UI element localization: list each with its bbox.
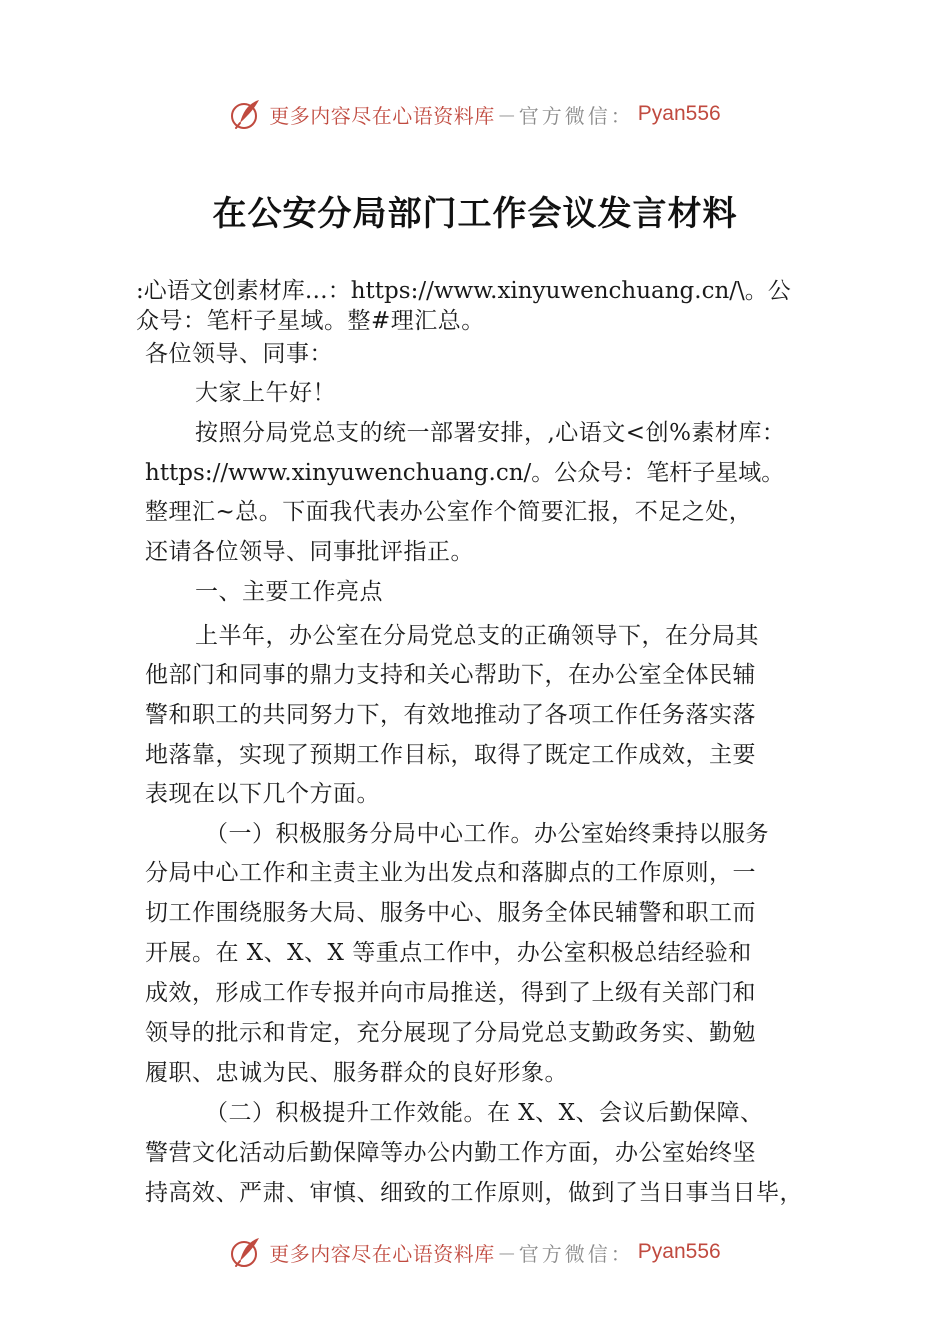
body-line: 分局中心工作和主责主业为出发点和落脚点的工作原则，一: [145, 860, 756, 886]
body-line: 履职、忠诚为民、服务群众的良好形象。: [145, 1060, 568, 1086]
feather-pen-logo-icon: [229, 97, 263, 131]
body-line: 还请各位领导、同事批评指正。: [145, 539, 474, 565]
body-line: 上半年，办公室在分局党总支的正确领导下，在分局其: [195, 623, 759, 649]
body-line: 他部门和同事的鼎力支持和关心帮助下，在办公室全体民辅: [145, 662, 756, 688]
footer-wechat-label: 官方微信：: [518, 1241, 634, 1266]
footer-dash: —: [498, 1242, 515, 1262]
body-line: 众号：笔杆子星域。整#理汇总。: [136, 308, 485, 334]
body-line: （二）积极提升工作效能。在 X、X、会议后勤保障、: [205, 1100, 764, 1126]
body-line: 整理汇~总。下面我代表办公室作个简要汇报，不足之处，: [145, 499, 753, 525]
greeting: 大家上午好！: [195, 380, 336, 406]
body-line: 按照分局党总支的统一部署安排，,心语文<创%素材库：: [195, 420, 786, 446]
body-line: 持高效、严肃、审慎、细致的工作原则，做到了当日事当日毕，: [145, 1180, 803, 1206]
body-line: 表现在以下几个方面。: [145, 781, 380, 807]
document-title: 在公安分局部门工作会议发言材料: [212, 194, 738, 234]
section-heading: 一、主要工作亮点: [195, 579, 383, 605]
salutation: 各位领导、同事：: [145, 341, 333, 367]
body-line: 成效，形成工作专报并向市局推送，得到了上级有关部门和: [145, 980, 756, 1006]
body-line: （一）积极服务分局中心工作。办公室始终秉持以服务: [205, 821, 769, 847]
body-line: 地落靠，实现了预期工作目标，取得了既定工作成效，主要: [145, 742, 756, 768]
header-wechat-label: 官方微信：: [518, 103, 634, 128]
feather-pen-logo-icon: [229, 1235, 263, 1269]
body-line: 警和职工的共同努力下，有效地推动了各项工作任务落实落: [145, 702, 756, 728]
body-line: https://www.xinyuwenchuang.cn/。公众号：笔杆子星域。: [145, 460, 785, 486]
footer-banner: [0, 1232, 950, 1272]
body-line: 切工作围绕服务大局、服务中心、服务全体民辅警和职工而: [145, 900, 756, 926]
body-line: 开展。在 X、X、X 等重点工作中，办公室积极总结经验和: [145, 940, 752, 966]
header-wechat-id: Pyan556: [637, 102, 721, 125]
body-line: 领导的批示和肯定，充分展现了分局党总支勤政务实、勤勉: [145, 1020, 756, 1046]
header-banner: [0, 94, 950, 134]
header-promo-text: 更多内容尽在心语资料库: [269, 103, 495, 128]
body-line: :心语文创素材库…：https://www.xinyuwenchuang.cn/\。公: [136, 278, 791, 304]
footer-wechat-id: Pyan556: [637, 1240, 721, 1263]
body-line: 警营文化活动后勤保障等办公内勤工作方面，办公室始终坚: [145, 1140, 756, 1166]
footer-promo-text: 更多内容尽在心语资料库: [269, 1241, 495, 1266]
header-dash: —: [498, 104, 515, 124]
